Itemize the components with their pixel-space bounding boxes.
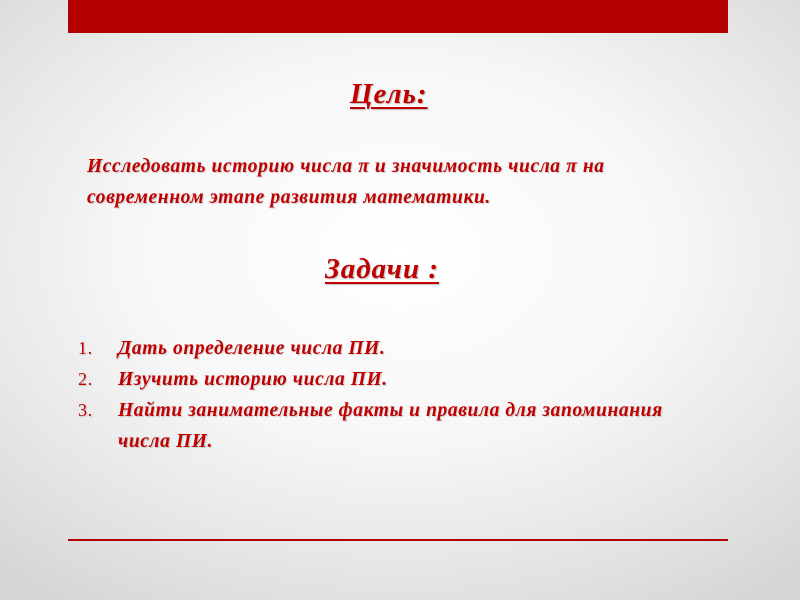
- task-number: 1.: [78, 338, 93, 358]
- goal-heading: Цель:: [350, 78, 428, 110]
- task-item: [78, 364, 718, 395]
- task-item: [78, 395, 718, 457]
- task-text: Найти занимательные факты и правила для запоминания числа ПИ.: [118, 400, 663, 452]
- task-number: 2.: [78, 369, 93, 389]
- tasks-heading: Задачи :: [325, 253, 440, 285]
- goal-text: Исследовать историю числа π и значимость числа π на современном этапе развития математики.: [87, 156, 605, 208]
- task-text: Дать определение числа ПИ.: [118, 338, 386, 359]
- task-number: 3.: [78, 400, 93, 420]
- task-item: [78, 333, 718, 364]
- bottom-divider: [68, 539, 728, 541]
- tasks-list: [78, 333, 718, 457]
- top-accent-bar: [68, 0, 728, 33]
- task-text: Изучить историю числа ПИ.: [118, 369, 388, 390]
